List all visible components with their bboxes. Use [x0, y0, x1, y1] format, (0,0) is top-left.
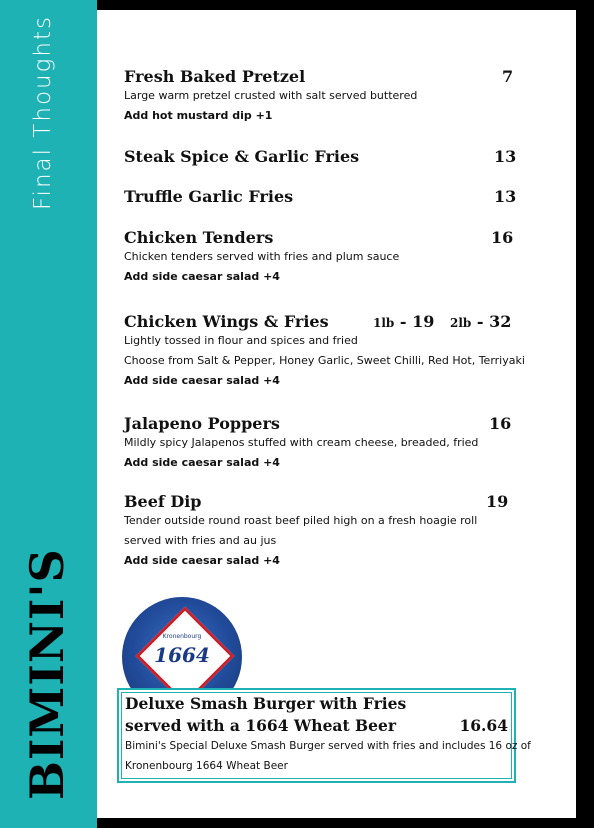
section-title: Final Thoughts	[30, 15, 56, 210]
brand-logo-text: BIMINI'S	[20, 548, 74, 800]
item-name: Truffle Garlic Fries	[124, 187, 294, 206]
price-2lb-label: 2lb	[450, 316, 472, 330]
item-price: 19	[486, 492, 509, 511]
price-1lb	[373, 312, 434, 331]
item-addon: Add side caesar salad +4	[124, 374, 280, 387]
price-1lb-value: - 19	[399, 312, 435, 331]
logo-1664-text: 1664	[154, 643, 210, 667]
menu-item-pretzel	[124, 67, 514, 126]
item-name: Steak Spice & Garlic Fries	[124, 147, 360, 166]
item-price: 16	[489, 414, 512, 433]
menu-item-steak-fries	[124, 147, 517, 166]
promo-box	[117, 688, 531, 783]
menu-item-truffle-fries	[124, 187, 517, 206]
item-description-2: served with fries and au jus	[124, 534, 277, 547]
price-2lb	[450, 312, 511, 331]
item-price: 13	[494, 147, 517, 166]
item-addon: Add side caesar salad +4	[124, 456, 280, 469]
item-description: Tender outside round roast beef piled high on a fresh hoagie roll	[124, 514, 478, 527]
item-description: Mildly spicy Jalapenos stuffed with cream cheese, breaded, fried	[124, 436, 479, 449]
item-addon: Add side caesar salad +4	[124, 270, 280, 283]
logo-brand-text: Kronenbourg	[162, 633, 202, 640]
price-1lb-label: 1lb	[373, 316, 395, 330]
item-price: 7	[502, 67, 514, 86]
item-name: Chicken Tenders	[124, 228, 274, 247]
menu-item-chicken-wings	[124, 312, 525, 391]
item-price: 16	[491, 228, 514, 247]
menu-item-jalapeno-poppers	[124, 414, 514, 473]
item-description: Lightly tossed in flour and spices and fried	[124, 334, 358, 347]
price-2lb-value: - 32	[476, 312, 512, 331]
item-addon: Add side caesar salad +4	[124, 554, 280, 567]
item-description: Chicken tenders served with fries and plum sauce	[124, 250, 400, 263]
promo-price: 16.64	[459, 716, 508, 735]
item-description: Large warm pretzel crusted with salt served buttered	[124, 89, 418, 102]
sidebar	[0, 0, 97, 828]
item-price: 13	[494, 187, 517, 206]
item-name: Chicken Wings & Fries	[124, 312, 329, 331]
item-addon: Add hot mustard dip +1	[124, 109, 273, 122]
item-name: Beef Dip	[124, 492, 202, 511]
item-name: Jalapeno Poppers	[124, 414, 280, 433]
promo-description-2: Kronenbourg 1664 Wheat Beer	[125, 760, 288, 772]
item-description-2: Choose from Salt & Pepper, Honey Garlic, Sweet Chilli, Red Hot, Terriyaki	[124, 354, 525, 367]
item-name: Fresh Baked Pretzel	[124, 67, 306, 86]
promo-title-line2: served with a 1664 Wheat Beer	[125, 716, 397, 735]
menu-item-beef-dip	[124, 492, 514, 571]
promo-title-line1: Deluxe Smash Burger with Fries	[125, 694, 407, 713]
menu-item-chicken-tenders	[124, 228, 514, 287]
promo-description: Bimini's Special Deluxe Smash Burger served with fries and includes 16 oz of	[125, 740, 531, 752]
